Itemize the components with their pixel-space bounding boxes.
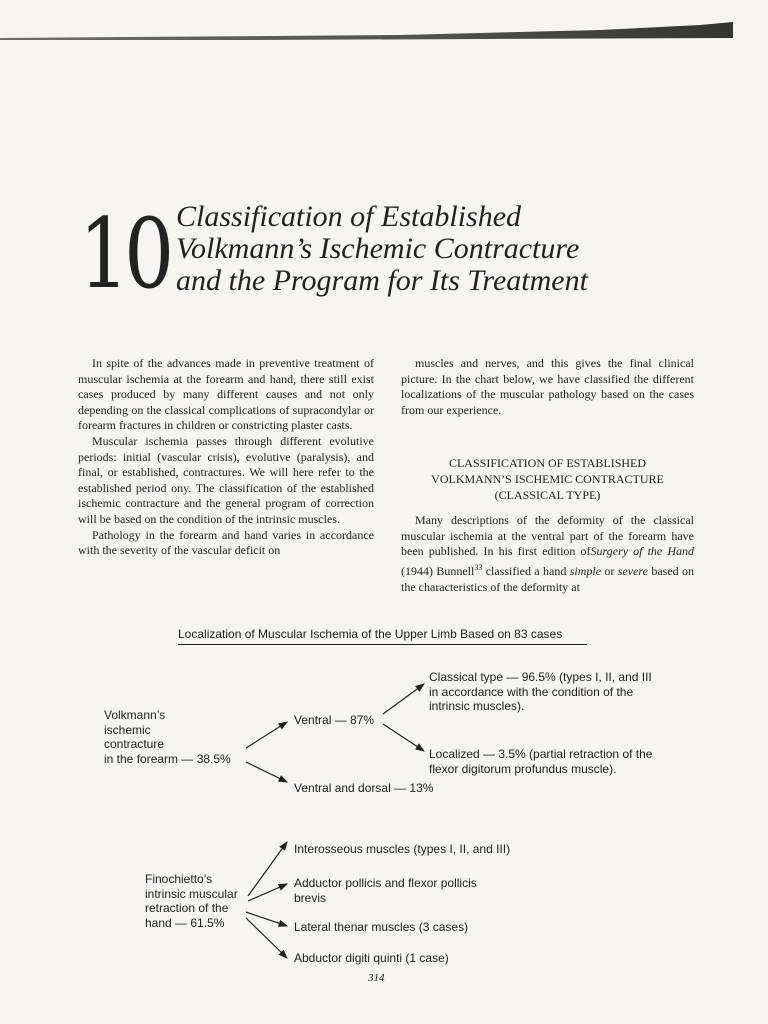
- section-heading-line: (CLASSICAL TYPE): [494, 487, 601, 502]
- page-number: 314: [368, 972, 385, 984]
- chapter-title-line: Classification of Established: [176, 200, 522, 233]
- arrow-to-classical: [383, 684, 424, 714]
- text-span: (1944) Bunnell: [401, 563, 475, 578]
- book-title: Surgery of the Hand: [590, 544, 694, 559]
- node-interosseous: Interosseous muscles (types I, II, and III): [294, 842, 511, 856]
- text-span: or: [601, 563, 618, 578]
- text-span: based on the characteristics of the deformity at: [401, 563, 694, 594]
- arrow-to-localized: [383, 724, 424, 751]
- node-line: retraction of the: [145, 901, 229, 915]
- node-abductor: Abductor digiti quinti (1 case): [294, 951, 449, 965]
- paragraph: Muscular ischemia passes through different evolutive periods: initial (vascular crisis), evolutive (paralysis), and final, or established, contractures. We will here refer to the established period ony. The classification of the established ischemic contracture and the general program of correction will be based on the condition of the intrinsic muscles.: [78, 433, 374, 526]
- node-line: hand — 61.5%: [145, 915, 225, 930]
- node-finochietto: [145, 872, 238, 930]
- node-adductor: [294, 876, 477, 905]
- term-simple: simple: [569, 563, 602, 578]
- paragraph: In spite of the advances made in preventive treatment of muscular ischemia at the forearm and hand, there still exist cases produced by many different causes and not only depending on the classical complications of supracondylar or forearm fractures in children or constricting plaster casts.: [78, 356, 374, 433]
- text-span: Many descriptions of the deformity of the classical muscular ischemia at the ventral part of the forearm have been published. In his first edition of: [401, 513, 694, 559]
- node-ventral-dorsal: Ventral and dorsal — 13%: [294, 781, 434, 795]
- node-line: Classical type — 96.5% (types I, II, and III: [429, 670, 652, 684]
- node-volkmann: [104, 708, 231, 766]
- node-line: Volkmann’s: [104, 708, 166, 722]
- chapter-title-line: and the Program for Its Treatment: [176, 264, 588, 297]
- chapter-number: 10: [79, 198, 170, 310]
- node-lateral-thenar: Lateral thenar muscles (3 cases): [294, 920, 469, 934]
- node-line: in accordance with the condition of the: [429, 684, 634, 699]
- node-line: in the forearm — 38.5%: [104, 751, 231, 766]
- node-line: brevis: [294, 890, 327, 905]
- section-heading-line: CLASSIFICATION OF ESTABLISHED: [448, 456, 647, 471]
- term-severe: severe: [617, 563, 648, 578]
- arrow-to-ventral: [246, 722, 287, 748]
- node-line: ischemic: [104, 722, 151, 737]
- chapter-title-line: Volkmann’s Ischemic Contracture: [176, 232, 580, 265]
- paragraph: muscles and nerves, and this gives the final clinical picture. In the chart below, we have classified the different localizations of the muscular pathology based on the cases from our experience.: [401, 356, 694, 417]
- chart-caption: Localization of Muscular Ischemia of the Upper Limb Based on 83 cases: [178, 627, 563, 641]
- section-heading-line: VOLKMANN’S ISCHEMIC CONTRACTURE: [431, 471, 664, 486]
- arrow-to-interosseous: [248, 842, 287, 896]
- node-line: contracture: [104, 737, 165, 751]
- arrow-to-ventral-dorsal: [246, 762, 287, 782]
- node-ventral: Ventral — 87%: [294, 713, 375, 727]
- node-line: intrinsic muscular: [145, 886, 238, 901]
- node-localized: [429, 747, 652, 776]
- node-classical: [429, 670, 652, 714]
- node-line: Adductor pollicis and flexor pollicis: [294, 876, 477, 890]
- text-span: classified a hand: [482, 563, 570, 578]
- node-line: intrinsic muscles).: [429, 699, 525, 713]
- paragraph: Pathology in the forearm and hand varies in accordance with the severity of the vascular deficit on: [78, 527, 374, 558]
- arrow-to-adductor: [248, 884, 287, 901]
- node-line: flexor digitorum profundus muscle).: [429, 761, 617, 776]
- node-line: Localized — 3.5% (partial retraction of the: [429, 747, 653, 761]
- node-line: Finochietto’s: [145, 872, 213, 886]
- reference-number: 33: [474, 562, 483, 572]
